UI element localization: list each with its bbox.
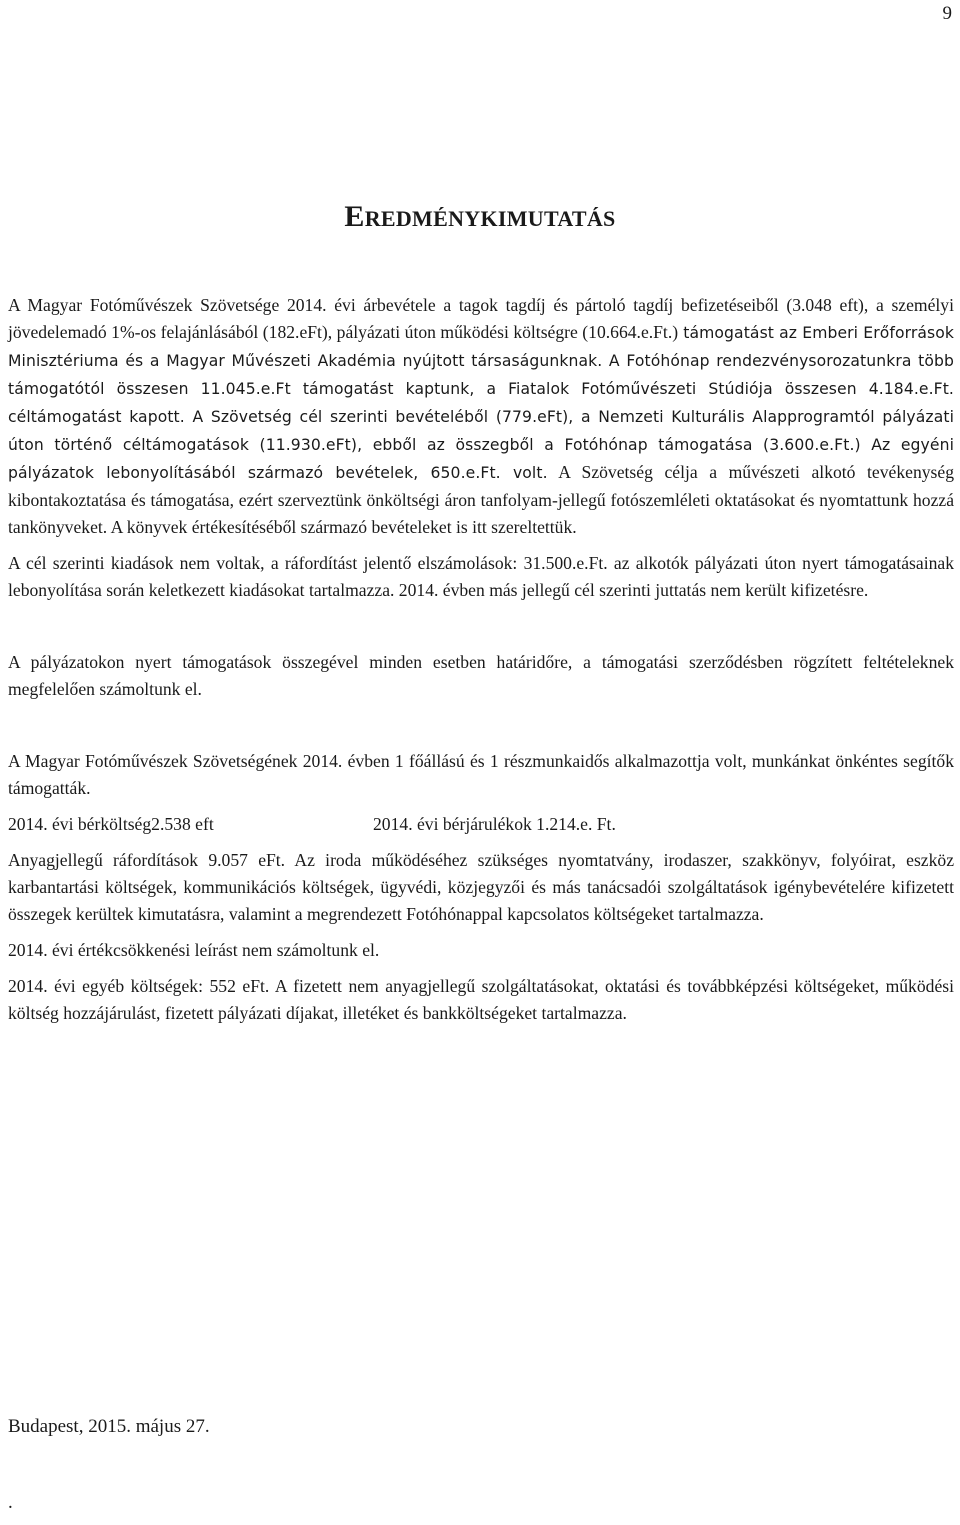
- paragraph-material-costs: Anyagjellegű ráfordítások 9.057 eFt. Az iroda működéséhez szükséges nyomtatvány, irodaszer, szakkönyv, folyóirat, eszköz karbantartási költségek, kommunikációs költségek, ügyvédi, közjegyzői és más tanácsadói szolgáltatások igénybevételére kifizetett összegek kerültek kimutatásra, valamint a megrendezett Fotóhónappal kapcsolatos költségeket tartalmazza.: [8, 850, 954, 924]
- end-mark: .: [8, 1492, 13, 1513]
- page-title: [0, 200, 960, 234]
- paragraph-other-costs: 2014. évi egyéb költségek: 552 eFt. A fizetett nem anyagjellegű szolgáltatásokat, oktatási és továbbképzési költségeket, működési költség hozzájárulást, fizetett pályázati díjakat, illetéket és bankköltségeket tartalmazza.: [8, 976, 954, 1023]
- payroll-row: [8, 811, 954, 838]
- paragraph-grants-settlement: A pályázatokon nyert támogatások összegével minden esetben határidőre, a támogatási szerződésben rögzített feltételeknek megfelelően számoltunk el.: [8, 652, 954, 699]
- paragraph-expenses: A cél szerinti kiadások nem voltak, a ráfordítást jelentő elszámolások: 31.500.e.Ft. az alkotók pályázati úton nyert támogatásainak lebonyolítása során keletkezett kiadásokat tartalmazza. 2014. évben más jellegű cél szerinti juttatás nem került kifizetésre.: [8, 553, 954, 600]
- paragraph-employees: A Magyar Fotóművészek Szövetségének 2014. évben 1 főállású és 1 részmunkaidős alkalmazottja volt, munkánkat önkéntes segítők támogatták.: [8, 751, 954, 798]
- paragraph-revenue: [8, 292, 954, 541]
- page-number: 9: [942, 3, 952, 24]
- wages-cost: 2014. évi bérköltség2.538 eft: [8, 814, 214, 834]
- document-body: [8, 292, 954, 1027]
- wage-contributions: 2014. évi bérjárulékok 1.214.e. Ft.: [373, 814, 616, 834]
- revenue-grants: támogatást az Emberi Erőforrások Minisztériuma és a Magyar Művészeti Akadémia nyújtott társaságunknak. A Fotóhónap rendezvénysorozatunkra több támogatótól összesen 11.045.e.Ft támogatást kaptunk, a Fiatalok Fotóművészeti Stúdiója összesen 4.184.e.Ft. céltámogatást kapott. A Szövetség cél szerinti bevételéből (779.eFt), a Nemzeti Kulturális Alapprogramtól pályázati úton történő céltámogatások (11.930.eFt), ebből az összegből a Fotóhónap támogatása (3.600.e.Ft.) Az egyéni pályázatok lebonyolításából származó bevételek, 650.e.Ft. volt.: [8, 324, 954, 482]
- paragraph-depreciation: 2014. évi értékcsökkenési leírást nem számoltunk el.: [8, 940, 380, 960]
- revenue-intro: A Magyar Fotóművészek Szövetsége 2014. évi árbevétele a tagok tagdíj és pártoló tagdíj befizetéseiből (3.048 eft), a személyi jövedelemadó 1%-os felajánlásából (182.eFt), pályázati úton működési költségre (10.664.e.Ft.): [8, 295, 954, 342]
- place-and-date: Budapest, 2015. május 27.: [8, 1416, 210, 1437]
- revenue-purpose: A Szövetség célja a művészeti alkotó tevékenység kibontakoztatása és támogatása, ezért szerveztünk önköltségi áron tanfolyam-jellegű fotószemléleti oktatásokat és nyomtattunk hozzá tankönyveket. A könyvek értékesítéséből származó bevételeket is itt szereltettük.: [8, 462, 954, 537]
- title-initial: E: [344, 200, 365, 233]
- title-rest: REDMÉNYKIMUTATÁS: [364, 206, 616, 231]
